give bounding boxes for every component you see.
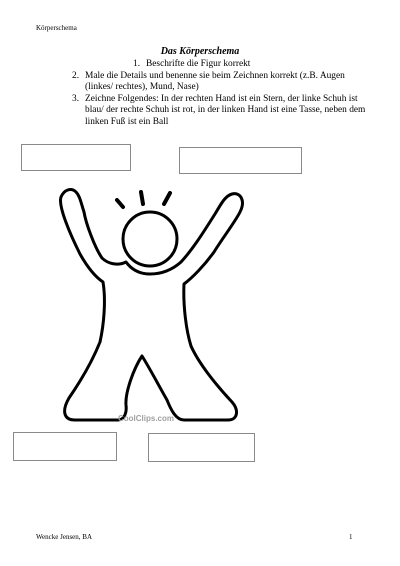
task-text: Male die Details und benenne sie beim Zeichnen korrekt (z.B. Augen (linkes/ rechtes), Mund, Nase) [85, 70, 345, 92]
label-box-bottom-right[interactable] [148, 433, 255, 462]
footer-author: Wencke Jensen, BA [36, 533, 93, 541]
page-header: Körperschema [36, 24, 77, 32]
task-number: 3. [72, 93, 80, 104]
label-box-bottom-left[interactable] [13, 432, 117, 461]
excitement-lines [117, 192, 170, 207]
page-number: 1 [349, 533, 353, 541]
document-title: Das Körperschema [160, 46, 240, 57]
task-number: 1. [133, 59, 141, 69]
watermark-text: CoolClips.com [118, 414, 175, 423]
task-text: Beschrifte die Figur korrekt [146, 59, 251, 69]
task-text: Zeichne Folgendes: In der rechten Hand ist ein Stern, der linke Schuh ist blau/ der rechte Schuh ist rot, in der linken Hand ist eine Tasse, neben dem linken Fuß ist ein Ball [85, 93, 366, 127]
figure-head [123, 212, 177, 266]
task-number: 2. [72, 70, 80, 81]
